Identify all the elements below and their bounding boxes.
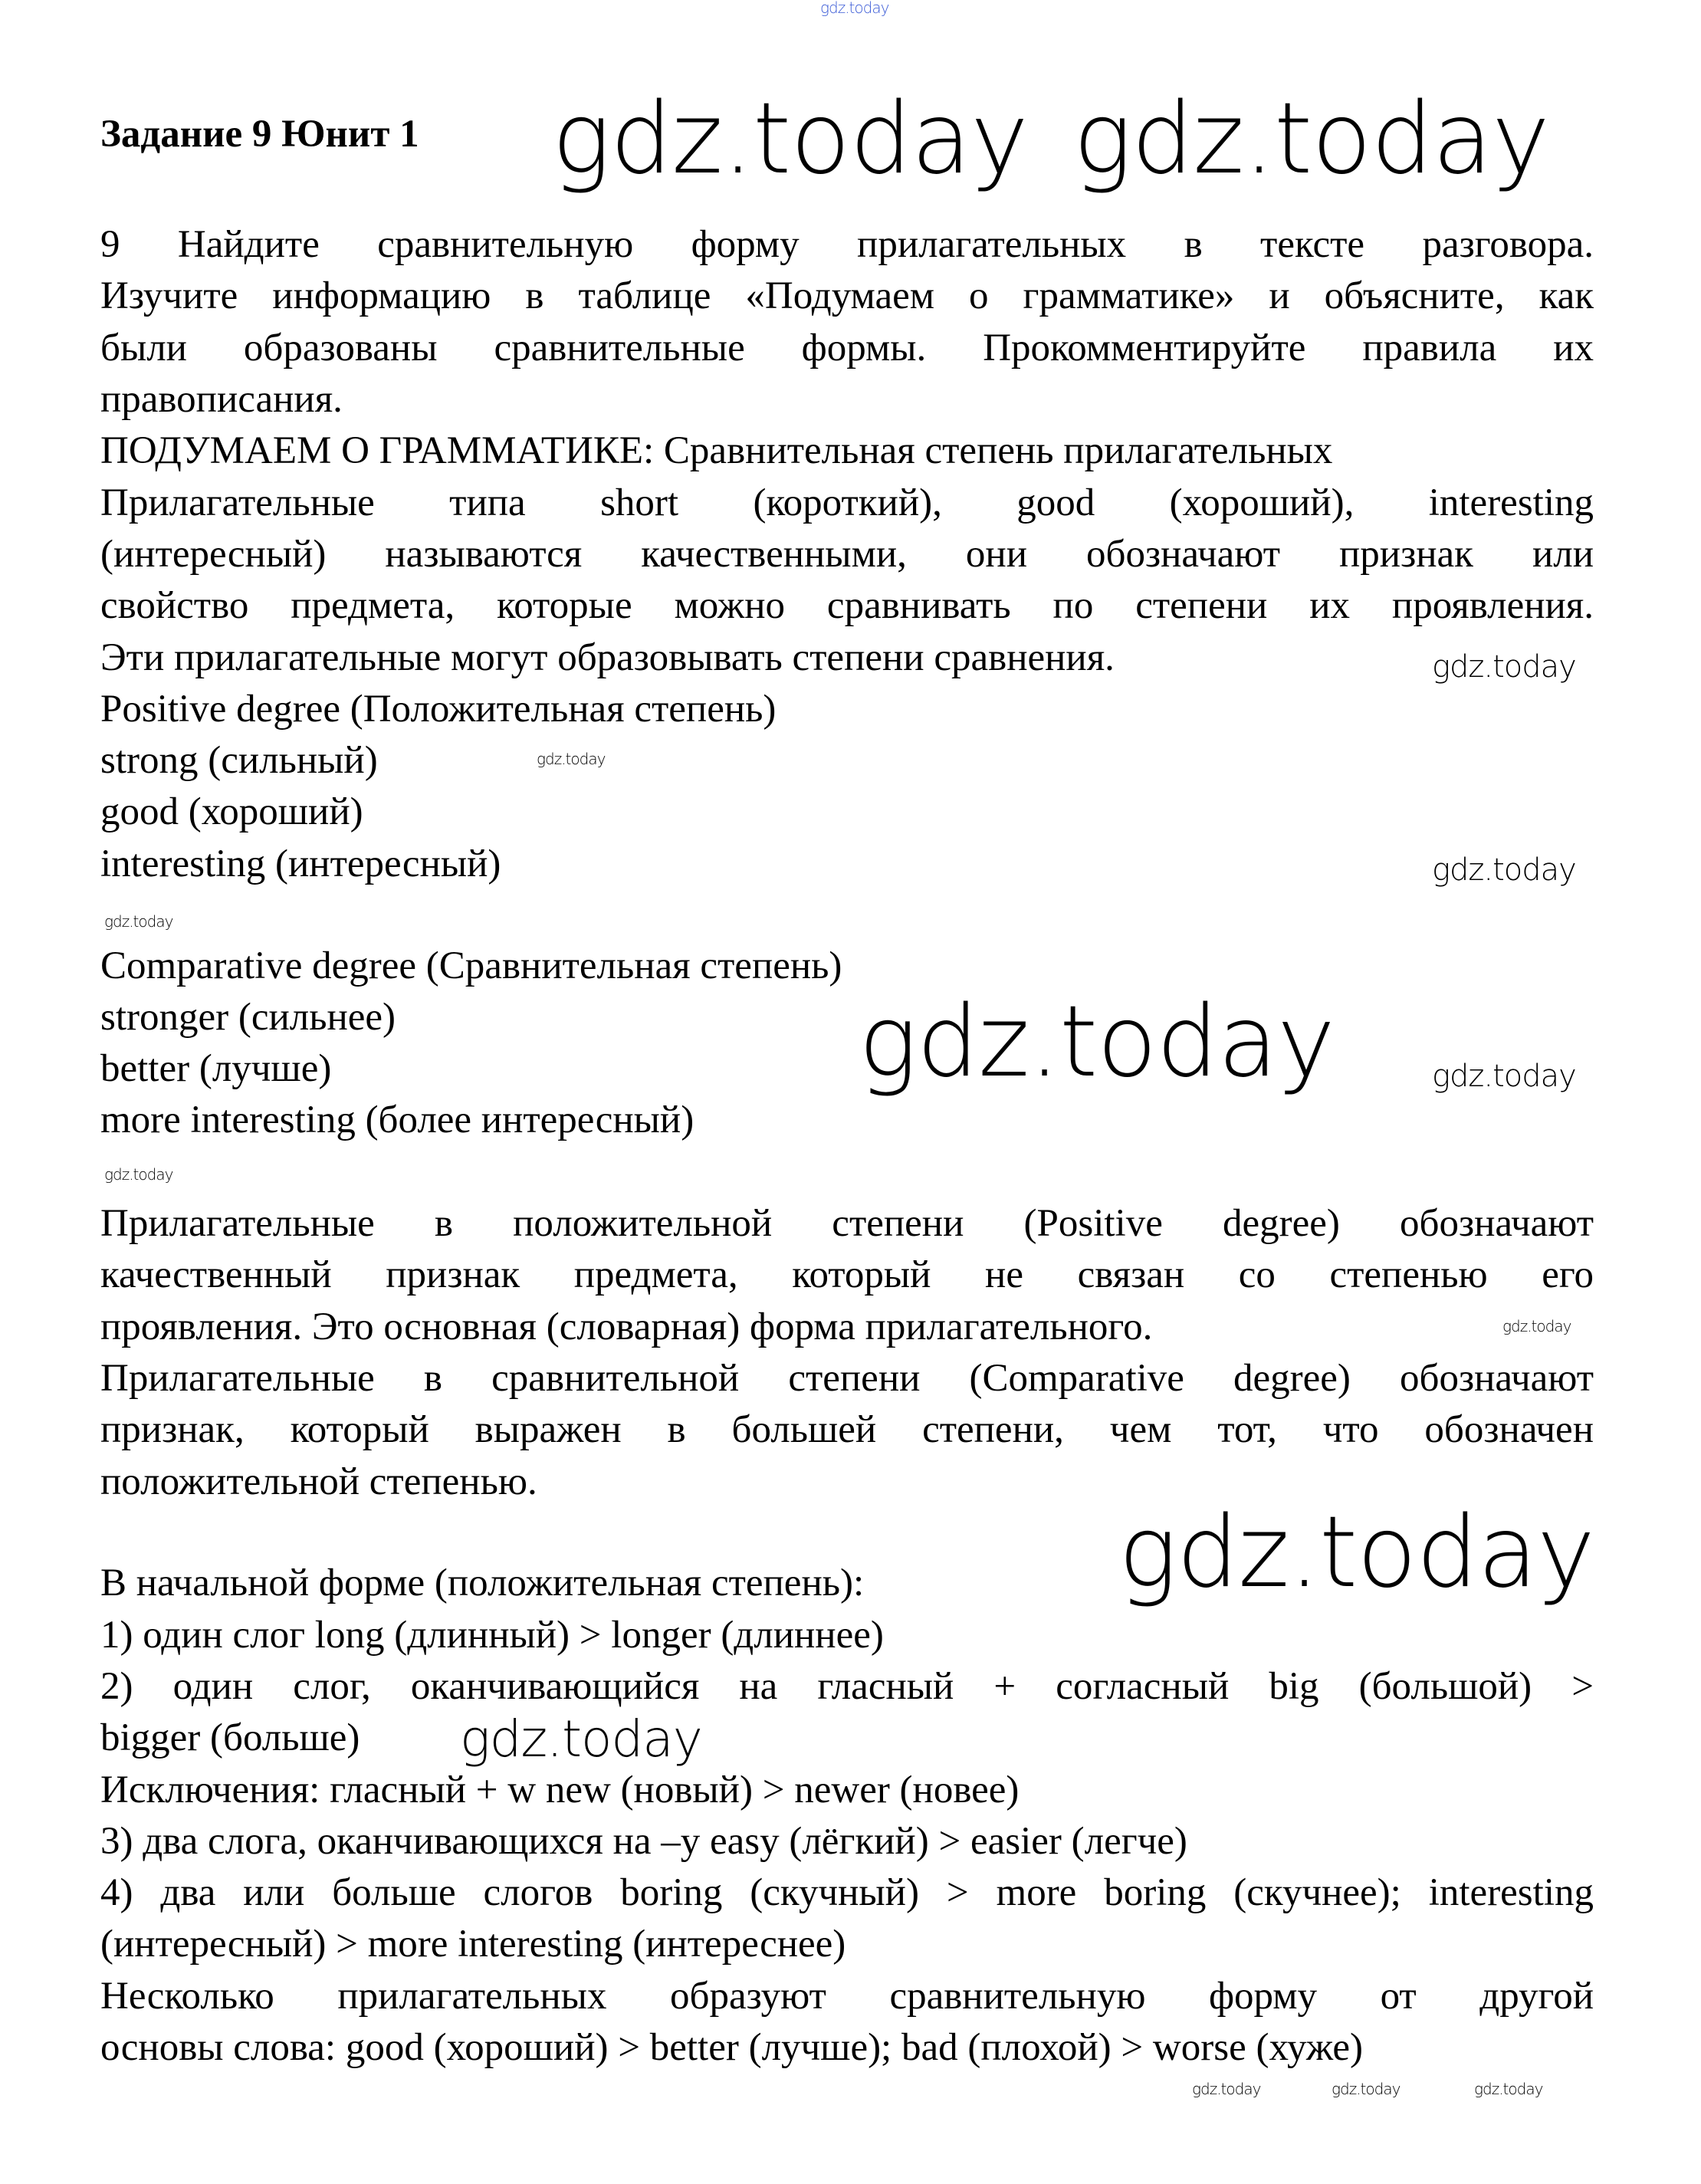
- watermark: gdz.today: [1432, 649, 1576, 685]
- watermark: gdz.today: [1432, 852, 1576, 888]
- watermark: gdz.today: [1502, 1317, 1571, 1335]
- watermark: gdz.today: [1073, 82, 1549, 196]
- text-line: были образованы сравнительные формы. Прокомментируйте правила их: [100, 327, 1594, 369]
- rule-item: 1) один слог long (длинный) > longer (длиннее): [100, 1614, 884, 1657]
- example-item: stronger (сильнее): [100, 996, 396, 1039]
- text-line: признак, который выражен в большей степени, чем тот, что обозначен: [100, 1408, 1594, 1451]
- watermark: gdz.today: [1332, 2080, 1401, 2098]
- text-line: Прилагательные типа short (короткий), good (хороший), interesting: [100, 481, 1594, 524]
- section-heading: ПОДУМАЕМ О ГРАММАТИКЕ: Сравнительная степень прилагательных: [100, 429, 1333, 472]
- text-line: положительной степенью.: [100, 1460, 537, 1503]
- text-line: Прилагательные в положительной степени (Positive degree) обозначают: [100, 1202, 1594, 1245]
- watermark: gdz.today: [552, 82, 1028, 196]
- text-line: Изучите информацию в таблице «Подумаем о грамматике» и объясните, как: [100, 274, 1594, 317]
- watermark: gdz.today: [1192, 2080, 1261, 2098]
- rule-item: 4) два или больше слогов boring (скучный) > more boring (скучнее); interesting: [100, 1871, 1594, 1914]
- text-line: качественный признак предмета, который не связан со степенью его: [100, 1253, 1594, 1296]
- text-line: проявления. Это основная (словарная) форма прилагательного.: [100, 1305, 1153, 1348]
- text-line: 9 Найдите сравнительную форму прилагательных в тексте разговора.: [100, 223, 1594, 266]
- watermark: gdz.today: [1118, 1496, 1594, 1610]
- example-item: better (лучше): [100, 1047, 332, 1090]
- text-line: основы слова: good (хороший) > better (лучше); bad (плохой) > worse (хуже): [100, 2026, 1364, 2069]
- watermark: gdz.today: [104, 1165, 173, 1184]
- example-item: interesting (интересный): [100, 842, 501, 885]
- rule-item: 3) два слога, оканчивающихся на –y easy (лёгкий) > easier (легче): [100, 1820, 1187, 1863]
- example-item: strong (сильный): [100, 739, 378, 782]
- watermark: gdz.today: [1432, 1059, 1576, 1094]
- text-line: свойство предмета, которые можно сравнивать по степени их проявления.: [100, 584, 1594, 627]
- watermark: gdz.today: [820, 0, 889, 17]
- example-item: more interesting (более интересный): [100, 1099, 695, 1141]
- text-line: правописания.: [100, 378, 343, 421]
- text-line: Несколько прилагательных образуют сравнительную форму от другой: [100, 1975, 1594, 2018]
- rule-item: 2) один слог, оканчивающийся на гласный + согласный big (большой) >: [100, 1665, 1594, 1708]
- text-line: Эти прилагательные могут образовывать степени сравнения.: [100, 636, 1115, 679]
- watermark: gdz.today: [460, 1709, 702, 1769]
- text-line: (интересный) называются качественными, они обозначают признак или: [100, 533, 1594, 576]
- watermark: gdz.today: [1474, 2080, 1543, 2098]
- watermark: gdz.today: [859, 985, 1335, 1099]
- positive-degree-heading: Positive degree (Положительная степень): [100, 688, 777, 731]
- watermark: gdz.today: [537, 750, 606, 768]
- rule-item: (интересный) > more interesting (интереснее): [100, 1923, 846, 1966]
- comparative-degree-heading: Comparative degree (Сравнительная степень): [100, 944, 842, 987]
- task-title: Задание 9 Юнит 1: [100, 113, 419, 156]
- rule-item: bigger (больше): [100, 1716, 360, 1759]
- example-item: good (хороший): [100, 790, 363, 833]
- text-line: В начальной форме (положительная степень):: [100, 1562, 865, 1604]
- text-line: Прилагательные в сравнительной степени (Comparative degree) обозначают: [100, 1357, 1594, 1400]
- rule-exception: Исключения: гласный + w new (новый) > newer (новее): [100, 1769, 1020, 1811]
- watermark: gdz.today: [104, 912, 173, 931]
